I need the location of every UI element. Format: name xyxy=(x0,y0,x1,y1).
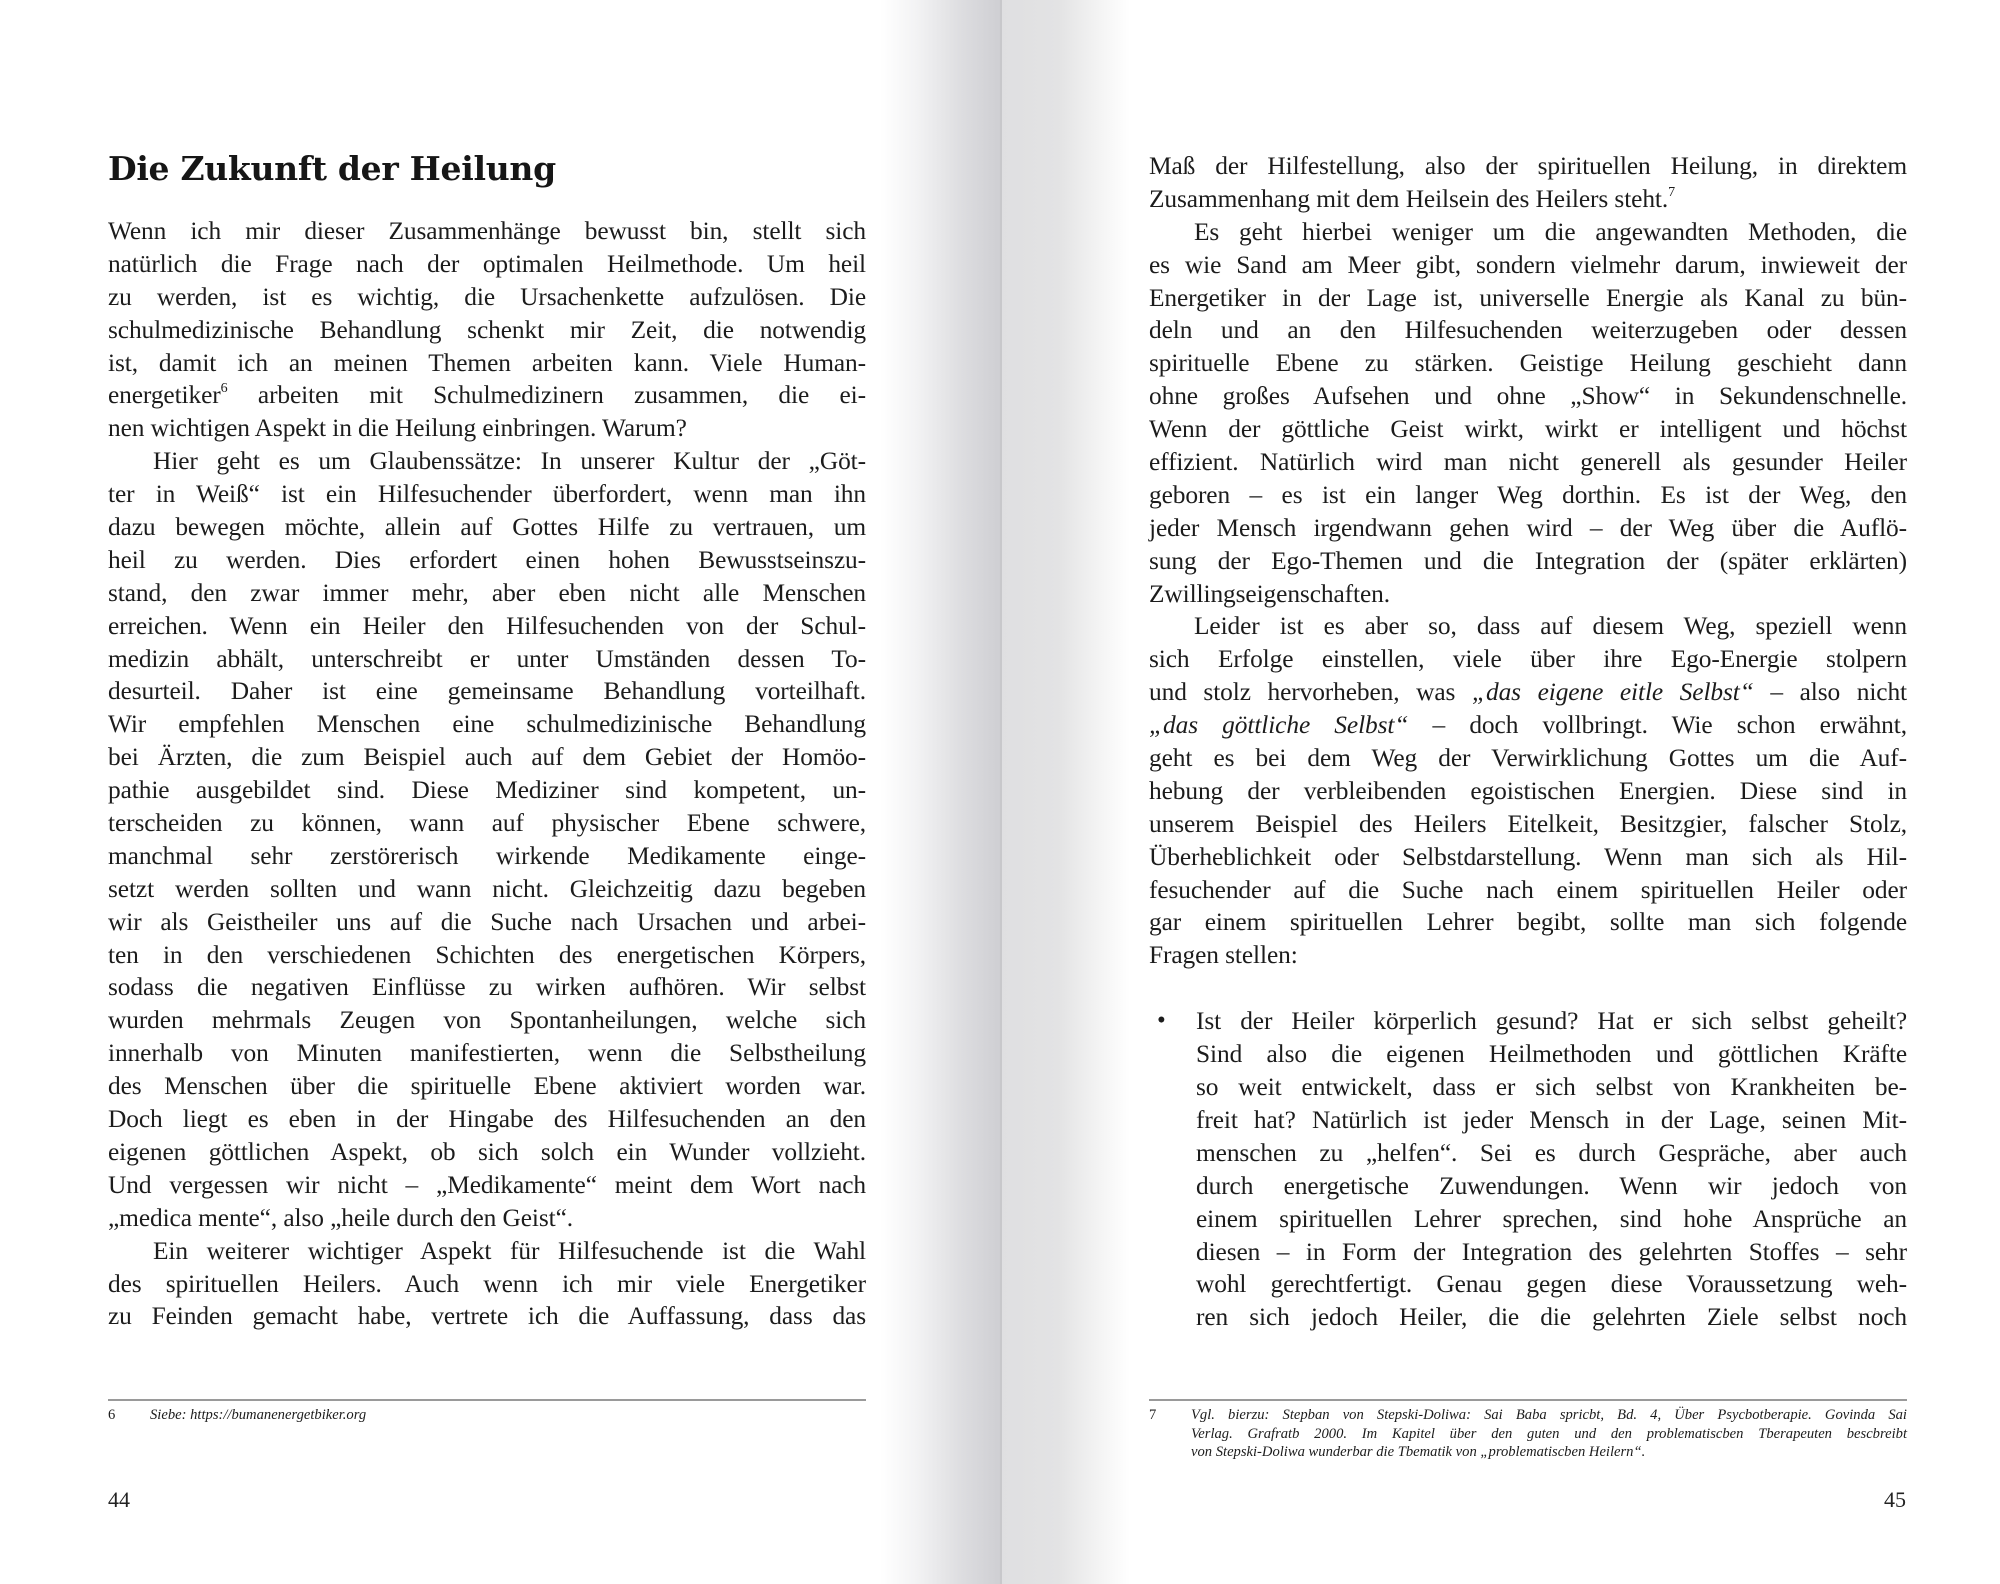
text-line: wohl gerechtfertigt. Genau gegen diese Voraussetzung weh- xyxy=(1196,1270,1907,1299)
text-line: desurteil. Daher ist eine gemeinsame Behandlung vorteilhaft. xyxy=(108,677,866,706)
text-line: natürlich die Frage nach der optimalen Heilmethode. Um heil xyxy=(108,249,866,278)
footnote-line: Siebe: https://bumanenergetbiker.org xyxy=(150,1407,367,1423)
list-item xyxy=(1149,1005,1907,1334)
text-line: energetiker$^6$ arbeiten mit Schulmedizinern zusammen, die ei- xyxy=(108,381,866,410)
chapter-heading: Die Zukunft der Heilung xyxy=(108,149,556,188)
text-line: Hier geht es um Glaubenssätze: In unserer Kultur der „Göt- xyxy=(153,447,866,476)
text-line: Es geht hierbei weniger um die angewandten Methoden, die xyxy=(1194,217,1907,246)
text-line: innerhalb von Minuten manifestierten, wenn die Selbstheilung xyxy=(108,1039,866,1068)
text-line: diesen – in Form der Integration des gelehrten Stoffes – sehr xyxy=(1196,1237,1907,1266)
footnote-text xyxy=(150,1406,866,1425)
text-line: setzt werden sollten und wann nicht. Gleichzeitig dazu begeben xyxy=(108,874,866,903)
text-line: sich Erfolge einstellen, viele über ihre Ego-Energie stolpern xyxy=(1149,645,1907,674)
text-line: Wir empfehlen Menschen eine schulmedizinische Behandlung xyxy=(108,710,866,739)
page-number-right: 45 xyxy=(1884,1487,1906,1512)
text-line: ter in Weiß“ ist ein Hilfesuchender überfordert, wenn man ihn xyxy=(108,480,866,509)
text-line: Wenn der göttliche Geist wirkt, wirkt er intelligent und höchst xyxy=(1149,415,1907,444)
text-line: terscheiden zu können, wann auf physischer Ebene schwere, xyxy=(108,809,866,838)
text-line: es wie Sand am Meer gibt, sondern vielmehr darum, inwieweit der xyxy=(1149,250,1907,279)
text-line: ren sich jedoch Heiler, die die gelehrten Ziele selbst noch xyxy=(1196,1303,1907,1332)
text-line: Fragen stellen: xyxy=(1149,941,1298,970)
footnote-number: 6 xyxy=(108,1407,116,1423)
paragraph xyxy=(108,445,866,1234)
left-footnotes xyxy=(108,1406,866,1425)
text-line: schulmedizinische Behandlung schenkt mir Zeit, die notwendig xyxy=(108,315,866,344)
text-line: freit hat? Natürlich ist jeder Mensch in der Lage, seinen Mit- xyxy=(1196,1105,1907,1134)
right-footnotes xyxy=(1149,1406,1907,1462)
footnote-line: Vgl. bierzu: Stepban von Stepski-Doliwa: Sai Baba spricbt, Bd. 4, Über Psycbotberapie. Govinda Sai xyxy=(1191,1407,1907,1423)
text-line: durch energetische Zuwendungen. Wenn wir jedoch von xyxy=(1196,1171,1907,1200)
text-line: manchmal sehr zerstörerisch wirkende Medikamente einge- xyxy=(108,841,866,870)
text-line: hebung der verbleibenden egoistischen Energien. Diese sind in xyxy=(1149,776,1907,805)
text-line: sodass die negativen Einflüsse zu wirken aufhören. Wir selbst xyxy=(108,973,866,1002)
text-line: nen wichtigen Aspekt in die Heilung einbringen. Warum? xyxy=(108,414,687,443)
text-line: bei Ärzten, die zum Beispiel auch auf dem Gebiet der Homöo- xyxy=(108,743,866,772)
footnote-number: 7 xyxy=(1149,1407,1157,1423)
text-line: „das göttliche Selbst“ – doch vollbringt. Wie schon erwähnt, xyxy=(1149,711,1907,740)
text-line: Und vergessen wir nicht – „Medikamente“ meint dem Wort nach xyxy=(108,1170,866,1199)
text-line: ohne großes Aufsehen und ohne „Show“ in Sekundenschnelle. xyxy=(1149,382,1907,411)
text-line: geboren – es ist ein langer Weg dorthin. Es ist der Weg, den xyxy=(1149,480,1907,509)
text-line: zu werden, ist es wichtig, die Ursachenkette aufzulösen. Die xyxy=(108,282,866,311)
text-line: erreichen. Wenn ein Heiler den Hilfesuchenden von der Schul- xyxy=(108,611,866,640)
paragraph xyxy=(108,215,866,445)
text-line: Sind also die eigenen Heilmethoden und göttlichen Kräfte xyxy=(1196,1040,1907,1069)
paragraph xyxy=(108,1235,866,1334)
text-line: Zusammenhang mit dem Heilsein des Heilers steht.$^7$ xyxy=(1149,184,1676,213)
paragraph xyxy=(1149,610,1907,972)
right-text-column xyxy=(1149,150,1907,1334)
text-line: Maß der Hilfestellung, also der spirituellen Heilung, in direktem xyxy=(1149,152,1907,180)
footnote-divider xyxy=(108,1399,866,1401)
text-line: unserem Beispiel des Heilers Eitelkeit, Besitzgier, falscher Stolz, xyxy=(1149,809,1907,838)
text-line: ist, damit ich an meinen Themen arbeiten kann. Viele Human- xyxy=(108,348,866,377)
text-line: pathie ausgebildet sind. Diese Mediziner sind kompetent, un- xyxy=(108,776,866,805)
text-line: Ist der Heiler körperlich gesund? Hat er sich selbst geheilt? xyxy=(1196,1007,1907,1036)
text-line: des Menschen über die spirituelle Ebene aktiviert worden war. xyxy=(108,1072,866,1101)
text-line: Energetiker in der Lage ist, universelle Energie als Kanal zu bün- xyxy=(1149,283,1907,312)
footnote-line: von Stepski-Doliwa wunderbar die Tbematik von „problematiscben Heilern“. xyxy=(1191,1444,1646,1460)
text-line: medizin abhält, unterschreibt er unter Umständen dessen To- xyxy=(108,644,866,673)
text-line: wurden mehrmals Zeugen von Spontanheilungen, welche sich xyxy=(108,1006,866,1035)
text-line: deln und an den Hilfesuchenden weiterzugeben oder dessen xyxy=(1149,316,1907,345)
text-line: Doch liegt es eben in der Hingabe des Hilfesuchenden an den xyxy=(108,1105,866,1134)
text-line: Leider ist es aber so, dass auf diesem Weg, speziell wenn xyxy=(1194,612,1907,641)
paragraph xyxy=(1149,216,1907,611)
footnote-text xyxy=(1191,1406,1907,1462)
footnote xyxy=(1149,1406,1907,1462)
question-list xyxy=(1149,1005,1907,1334)
bullet-icon: • xyxy=(1157,1007,1166,1035)
text-line: zu Feinden gemacht habe, vertrete ich die Auffassung, dass das xyxy=(108,1302,866,1331)
text-line: heil zu werden. Dies erfordert einen hohen Bewusstseinszu- xyxy=(108,545,866,574)
text-line: einem spirituellen Lehrer sprechen, sind hohe Ansprüche an xyxy=(1196,1204,1907,1233)
text-line: Überheblichkeit oder Selbstdarstellung. Wenn man sich als Hil- xyxy=(1149,842,1907,871)
paragraph xyxy=(1149,150,1907,216)
right-page xyxy=(1000,0,2000,1584)
text-line: fesuchender auf die Suche nach einem spirituellen Heiler oder xyxy=(1149,875,1907,904)
footnote-divider xyxy=(1149,1399,1907,1401)
text-line: „medica mente“, also „heile durch den Geist“. xyxy=(108,1203,574,1232)
footnote-line: Verlag. Grafratb 2000. Im Kapitel über den guten und den problematiscben Tberapeuten bescbreibt xyxy=(1191,1425,1907,1442)
text-line: stand, den zwar immer mehr, aber eben nicht alle Menschen xyxy=(108,578,866,607)
text-line: Zwillingseigenschaften. xyxy=(1149,579,1390,608)
right-body-text xyxy=(1149,150,1907,972)
footnote xyxy=(108,1406,866,1425)
text-line: wir als Geistheiler uns auf die Suche nach Ursachen und arbei- xyxy=(108,907,866,936)
text-line: Ein weiterer wichtiger Aspekt für Hilfesuchende ist die Wahl xyxy=(153,1236,866,1265)
text-line: spirituelle Ebene zu stärken. Geistige Heilung geschieht dann xyxy=(1149,349,1907,378)
text-line: gar einem spirituellen Lehrer begibt, sollte man sich folgende xyxy=(1149,908,1907,937)
text-line: sung der Ego-Themen und die Integration der (später erklärten) xyxy=(1149,546,1907,575)
left-text-column xyxy=(108,147,866,1333)
text-line: und stolz hervorheben, was „das eigene eitle Selbst“ – also nicht xyxy=(1149,678,1907,707)
text-line: eigenen göttlichen Aspekt, ob sich solch ein Wunder vollzieht. xyxy=(108,1137,866,1166)
text-line: menschen zu „helfen“. Sei es durch Gespräche, aber auch xyxy=(1196,1138,1907,1167)
text-line: des spirituellen Heilers. Auch wenn ich mir viele Energetiker xyxy=(108,1269,866,1298)
left-body-text xyxy=(108,215,866,1333)
text-line: geht es bei dem Weg der Verwirklichung Gottes um die Auf- xyxy=(1149,744,1907,773)
text-line: ten in den verschiedenen Schichten des energetischen Körpers, xyxy=(108,940,866,969)
emphasized-text: „das eigene eitle Selbst“ xyxy=(1471,678,1754,707)
emphasized-text: „das göttliche Selbst“ xyxy=(1149,711,1409,740)
text-line: dazu bewegen möchte, allein auf Gottes Hilfe zu vertrauen, um xyxy=(108,513,866,542)
text-line: so weit entwickelt, dass er sich selbst von Krankheiten be- xyxy=(1196,1073,1907,1102)
footnote-reference[interactable]: 7 xyxy=(1668,184,1676,200)
text-line: Wenn ich mir dieser Zusammenhänge bewusst bin, stellt sich xyxy=(108,217,866,245)
text-line: jeder Mensch irgendwann gehen wird – der Weg über die Auflö- xyxy=(1149,513,1907,542)
page-number-left: 44 xyxy=(108,1487,130,1512)
text-line: effizient. Natürlich wird man nicht generell als gesunder Heiler xyxy=(1149,448,1907,477)
footnote-reference[interactable]: 6 xyxy=(220,381,228,397)
